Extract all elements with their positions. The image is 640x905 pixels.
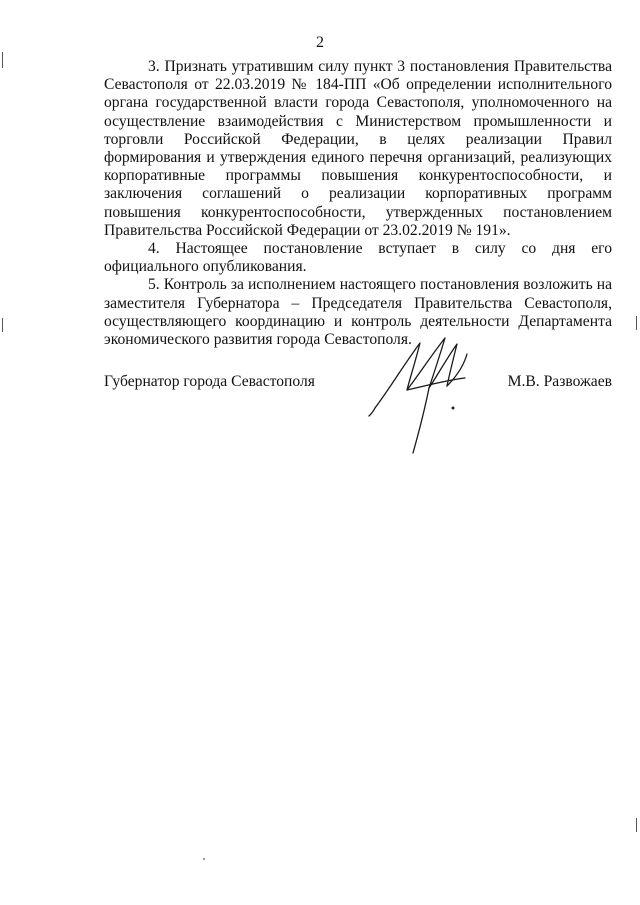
right-edge-mark-bottom — [636, 818, 637, 832]
signer-name: М.В. Развожаев — [507, 373, 612, 390]
right-edge-mark-top — [636, 316, 637, 330]
left-edge-mark-top — [2, 52, 3, 68]
paragraph-item-5: 5. Контроль за исполнением настоящего постановления возложить на заместителя Губернатора – Председателя Правительства Севастополя, осуществляющего координацию и контроль деятельности Департамента экономического развития города Севастополя. — [104, 276, 612, 349]
scan-dot — [203, 858, 205, 860]
signer-title: Губернатор города Севастополя — [104, 373, 315, 390]
handwritten-signature — [365, 328, 495, 458]
paragraph-item-3: 3. Признать утратившим силу пункт 3 постановления Правительства Севастополя от 22.03.2019 № 184-ПП «Об определении исполнительного органа государственной власти города Севастополя, уполномоченного на осуществление взаимодействия с Министерством промышленности и торговли Российской Федерации, в целях реализации Правил формирования и утверждения единого перечня организаций, реализующих корпоративные программы повышения конкурентоспособности, и заключения соглашений о реализации корпоративных программ повышения конкурентоспособности, утвержденных постановлением Правительства Российской Федерации от 23.02.2019 № 191». — [104, 58, 612, 239]
page-number: 2 — [316, 34, 324, 51]
left-edge-mark-middle — [2, 318, 3, 332]
document-body — [104, 58, 612, 349]
paragraph-item-4: 4. Настоящее постановление вступает в силу со дня его официального опубликования. — [104, 240, 612, 276]
